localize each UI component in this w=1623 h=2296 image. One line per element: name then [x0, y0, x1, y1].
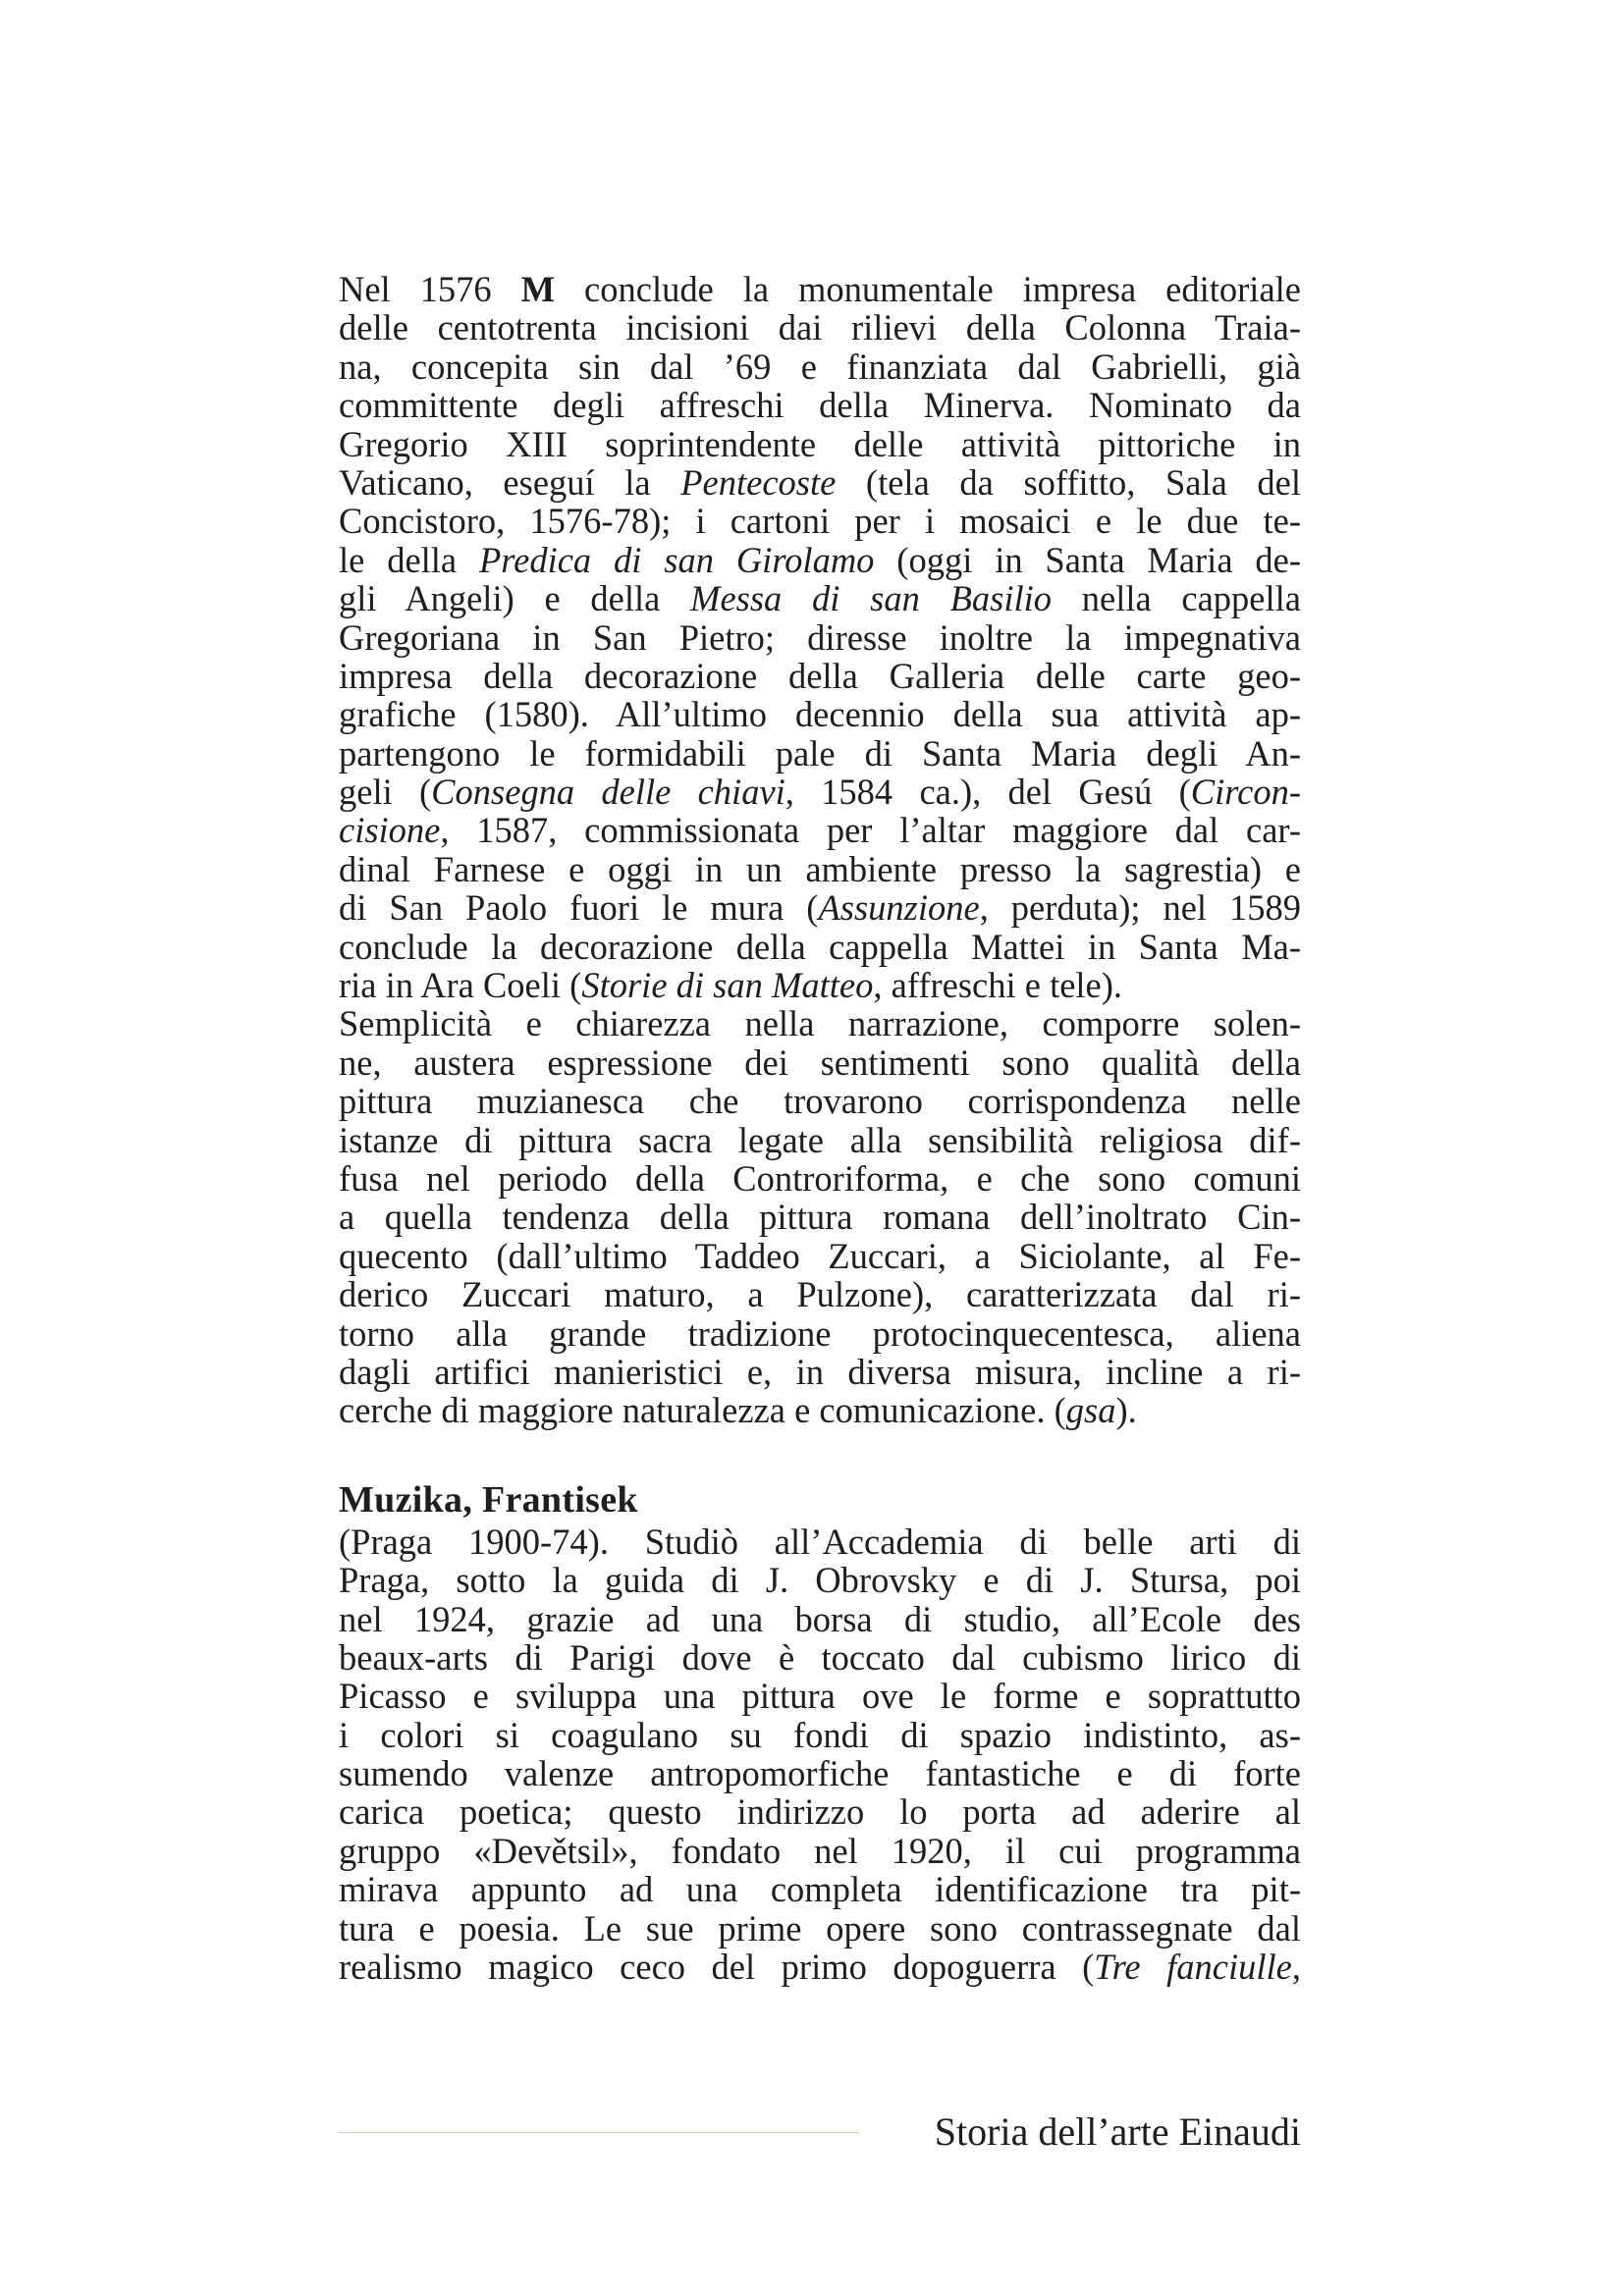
- text-line: nel 1924, grazie ad una borsa di studio, all’Ecole des: [339, 1598, 1301, 1639]
- entry-heading: Muzika, Frantisek: [339, 1478, 638, 1521]
- text-line: [339, 966, 1301, 1004]
- text-run: ).: [1115, 1390, 1137, 1431]
- text-run: , perduta); nel 1589: [979, 887, 1301, 929]
- text-line: [339, 463, 1301, 502]
- text-line: partengono le formidabili pale di Santa Maria degli An-: [339, 732, 1301, 774]
- text-line: beaux-arts di Parigi dove è toccato dal cubismo lirico di: [339, 1636, 1301, 1678]
- text-line: [339, 541, 1301, 579]
- text-line: tura e poesia. Le sue prime opere sono contrassegnate dal: [339, 1907, 1301, 1949]
- text-run: di San Paolo fuori le mura (: [339, 887, 819, 929]
- artwork-title: cisione: [339, 810, 441, 851]
- artwork-title: Storie di san Matteo: [581, 965, 874, 1006]
- text-run: nella cappella: [1052, 578, 1301, 619]
- text-run: (tela da soffitto, Sala del: [836, 461, 1301, 503]
- text-line: Concistoro, 1576-78); i cartoni per i mosaici e le due te-: [339, 501, 1301, 542]
- footer-title: Storia dell’arte Einaudi: [934, 2109, 1301, 2154]
- artwork-title: Assunzione: [818, 887, 980, 929]
- text-line: Gregoriana in San Pietro; diresse inoltre la impegnativa: [339, 616, 1301, 658]
- text-line: na, concepita sin dal ’69 e finanziata dal Gabrielli, già: [339, 346, 1301, 387]
- text-run: (oggi in Santa Maria de-: [874, 539, 1301, 580]
- artwork-title: Tre fanciulle: [1094, 1947, 1292, 1988]
- paragraph-muziano-works: [339, 270, 1301, 1004]
- text-line: [339, 1948, 1301, 1986]
- text-line: [339, 1391, 1301, 1429]
- text-line: conclude la decorazione della cappella Mattei in Santa Ma-: [339, 926, 1301, 967]
- text-run: conclude la monumentale impresa editoriale: [555, 269, 1301, 309]
- text-run: le della: [339, 539, 479, 580]
- text-line: i colori si coagulano su fondi di spazio indistinto, as-: [339, 1714, 1301, 1755]
- text-line: Praga, sotto la guida di J. Obrovsky e di J. Stursa, poi: [339, 1560, 1301, 1601]
- text-line: gruppo «Devětsil», fondato nel 1920, il cui programma: [339, 1830, 1301, 1871]
- text-line: [339, 579, 1301, 617]
- text-run: realismo magico ceco del primo dopoguerra (: [339, 1947, 1095, 1988]
- footer-divider: [339, 2132, 859, 2133]
- artwork-title: Predica di san Girolamo: [478, 539, 875, 580]
- text-run: gli Angeli) e della: [339, 578, 691, 619]
- text-line: quecento (dall’ultimo Taddeo Zuccari, a Siciolante, al Fe-: [339, 1235, 1301, 1276]
- text-run: ria in Ara Coeli (: [339, 965, 582, 1006]
- text-line: [339, 888, 1301, 927]
- text-run: ,: [1291, 1947, 1301, 1988]
- text-line: [339, 811, 1301, 849]
- artwork-title: Pentecoste: [680, 461, 837, 503]
- text-line: dagli artifici manieristici e, in diversa misura, incline a ri-: [339, 1351, 1301, 1392]
- text-line: committente degli affreschi della Minerva. Nominato da: [339, 385, 1301, 426]
- text-line: (Praga 1900-74). Studiò all’Accademia di belle arti di: [339, 1521, 1301, 1562]
- text-line: mirava appunto ad una completa identificazione tra pit-: [339, 1869, 1301, 1910]
- artwork-title: Messa di san Basilio: [690, 578, 1053, 619]
- artwork-title: Circon-: [1190, 772, 1301, 813]
- paragraph-muziano-style: [339, 1004, 1301, 1429]
- text-run: , 1587, commissionata per l’altar maggiore dal car-: [440, 810, 1301, 851]
- text-line: [339, 270, 1301, 308]
- text-run: cerche di maggiore naturalezza e comunicazione. (: [339, 1390, 1066, 1431]
- text-line: derico Zuccari maturo, a Pulzone), caratterizzata dal ri-: [339, 1274, 1301, 1315]
- text-line: Gregorio XIII soprintendente delle attività pittoriche in: [339, 423, 1301, 464]
- text-line: dinal Farnese e oggi in un ambiente presso la sagrestia) e: [339, 848, 1301, 889]
- text-run: , affreschi e tele).: [873, 965, 1123, 1006]
- text-run: Nel 1576: [339, 269, 521, 309]
- text-line: Semplicità e chiarezza nella narrazione, comporre solen-: [339, 1003, 1301, 1044]
- text-line: ne, austera espressione dei sentimenti sono qualità della: [339, 1041, 1301, 1083]
- text-line: Picasso e sviluppa una pittura ove le forme e soprattutto: [339, 1676, 1301, 1717]
- text-line: sumendo valenze antropomorfiche fantastiche e di forte: [339, 1753, 1301, 1794]
- artwork-title: Consegna delle chiavi: [431, 772, 785, 813]
- text-line: fusa nel periodo della Controriforma, e che sono comuni: [339, 1157, 1301, 1199]
- author-signature: gsa: [1065, 1390, 1116, 1431]
- text-column: [339, 270, 1301, 1986]
- text-line: grafiche (1580). All’ultimo decennio della sua attività ap-: [339, 694, 1301, 735]
- text-run: , 1584 ca.), del Gesú (: [784, 772, 1191, 813]
- text-line: a quella tendenza della pittura romana dell’inoltrato Cin-: [339, 1197, 1301, 1238]
- author-initial: M: [520, 269, 556, 309]
- text-line: istanze di pittura sacra legate alla sensibilità religiosa dif-: [339, 1119, 1301, 1160]
- text-line: pittura muzianesca che trovarono corrispondenza nelle: [339, 1081, 1301, 1122]
- text-run: geli (: [339, 772, 432, 813]
- text-line: impresa della decorazione della Galleria delle carte geo-: [339, 655, 1301, 696]
- text-line: [339, 773, 1301, 811]
- text-line: carica poetica; questo indirizzo lo porta ad aderire al: [339, 1791, 1301, 1833]
- text-line: torno alla grande tradizione protocinquecentesca, aliena: [339, 1312, 1301, 1354]
- paragraph-muzika-entry: [339, 1522, 1301, 1987]
- text-run: Vaticano, eseguí la: [339, 461, 681, 503]
- text-line: delle centotrenta incisioni dai rilievi della Colonna Traia-: [339, 307, 1301, 348]
